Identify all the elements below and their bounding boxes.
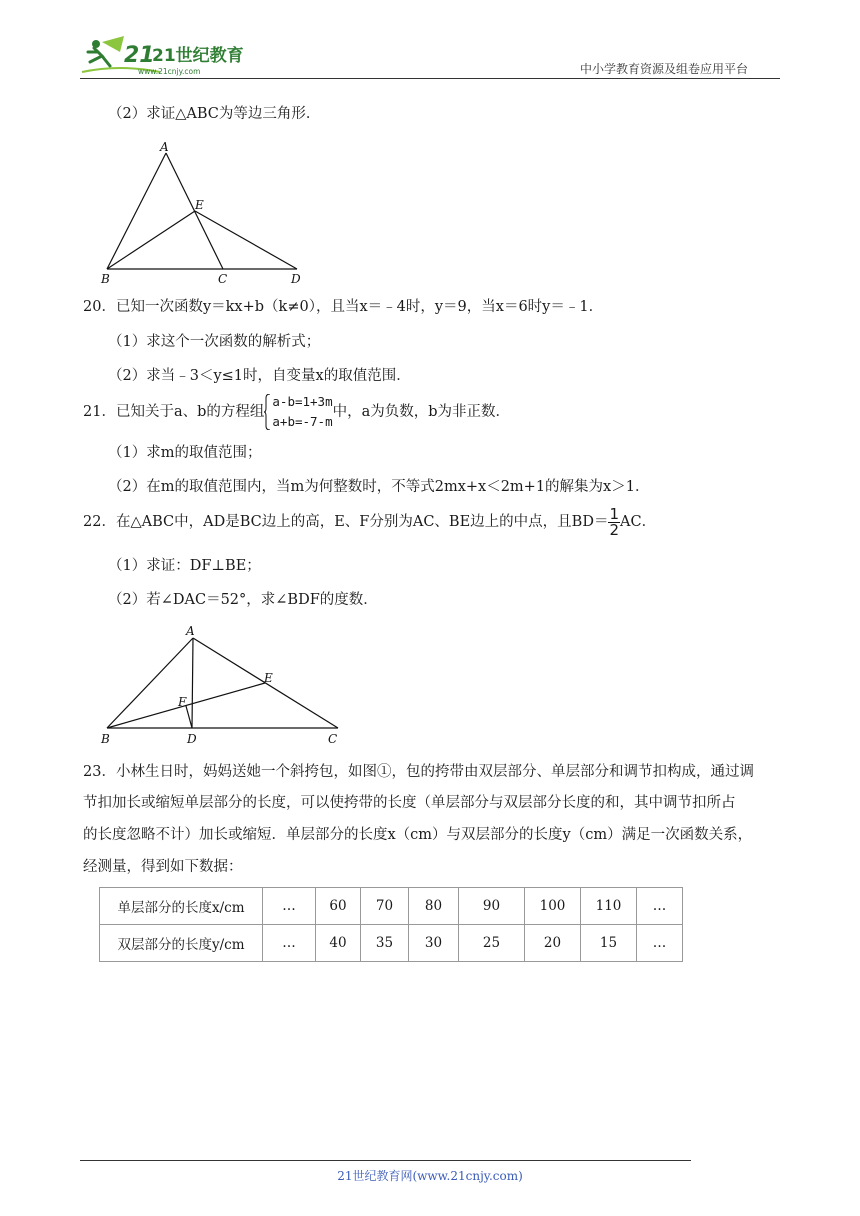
label-d: D [291,272,301,286]
q23-line3: 的长度忽略不计）加长或缩短．单层部分的长度x（cm）与双层部分的长度y（cm）满足一次函数关系， [83,827,753,843]
equation-system [264,392,332,432]
table-cell: 110 [581,888,637,925]
logo-url: www.21cnjy.com [138,67,201,76]
q22-triangle-figure [98,620,348,750]
q22-part2: （2）若∠DAC＝52°，求∠BDF的度数． [108,592,378,608]
q23-data-table [99,887,683,962]
table-cell: 70 [361,888,409,925]
label-e: E [264,671,273,685]
fraction-numerator: 1 [609,504,619,523]
q23-line4: 经测量，得到如下数据： [83,859,243,875]
q22-stem [83,504,656,540]
label-e: E [195,198,204,212]
q22-stem-after: AC． [620,514,657,530]
q21-stem [83,392,510,432]
q19-triangle-figure [98,138,318,288]
table-cell: 30 [409,925,459,962]
q23-line1: 23．小林生日时，妈妈送她一个斜挎包，如图①，包的挎带由双层部分、单层部分和调节扣构成，通过调 [83,764,754,780]
header-divider [80,78,780,79]
table-cell: 40 [316,925,361,962]
header-right-text: 中小学教育资源及组卷应用平台 [580,62,749,76]
table-cell: 20 [525,925,581,962]
table-cell: … [637,925,683,962]
svg-text:21: 21 [124,43,155,68]
q22-part1: （1）求证：DF⊥BE； [108,558,261,574]
equation-2: a+b=-7-m [272,414,333,429]
footer-link[interactable]: 21世纪教育网(www.21cnjy.com) [337,1169,523,1183]
label-a: A [160,140,169,154]
q19-part2: （2）求证△ABC为等边三角形． [108,106,321,122]
table-row [100,925,683,962]
table-cell: 15 [581,925,637,962]
q20-part2: （2）求当﹣3＜y≤1时，自变量x的取值范围． [108,368,411,384]
table-cell: … [263,888,316,925]
q20-stem: 20．已知一次函数y＝kx+b（k≠0），且当x＝﹣4时，y＝9，当x＝6时y＝﹣1． [83,299,604,315]
site-logo [80,32,250,78]
label-d: D [187,732,197,746]
table-cell: … [637,888,683,925]
q22-stem-before: 22．在△ABC中，AD是BC边上的高，E、F分别为AC、BE边上的中点，且BD＝ [83,514,609,530]
q21-stem-after: 中，a为负数，b为非正数． [332,404,511,420]
table-cell: 60 [316,888,361,925]
label-b: B [101,272,110,286]
label-c: C [218,272,228,286]
label-b: B [101,732,110,746]
table-cell: 90 [459,888,525,925]
table-cell: … [263,925,316,962]
logo-text: 21世纪教育 [152,46,244,66]
label-a: A [186,624,195,638]
table-cell: 80 [409,888,459,925]
table-row-header: 双层部分的长度y/cm [100,925,263,962]
table-row [100,888,683,925]
q23-line2: 节扣加长或缩短单层部分的长度，可以使挎带的长度（单层部分与双层部分长度的和，其中调节扣所占 [83,795,736,811]
q21-part1: （1）求m的取值范围； [108,445,262,461]
footer-divider [80,1160,691,1161]
q20-part1: （1）求这个一次函数的解析式； [108,334,321,350]
left-brace-icon [264,394,270,430]
q21-stem-before: 21．已知关于a、b的方程组 [83,404,265,420]
fraction-one-half [608,504,620,539]
label-c: C [328,732,338,746]
table-row-header: 单层部分的长度x/cm [100,888,263,925]
label-f: F [178,695,187,709]
table-cell: 35 [361,925,409,962]
fraction-denominator: 2 [609,520,619,539]
equation-1: a-b=1+3m [272,394,333,409]
q21-part2: （2）在m的取值范围内，当m为何整数时，不等式2mx+x＜2m+1的解集为x＞1． [108,479,650,495]
table-cell: 100 [525,888,581,925]
table-cell: 25 [459,925,525,962]
